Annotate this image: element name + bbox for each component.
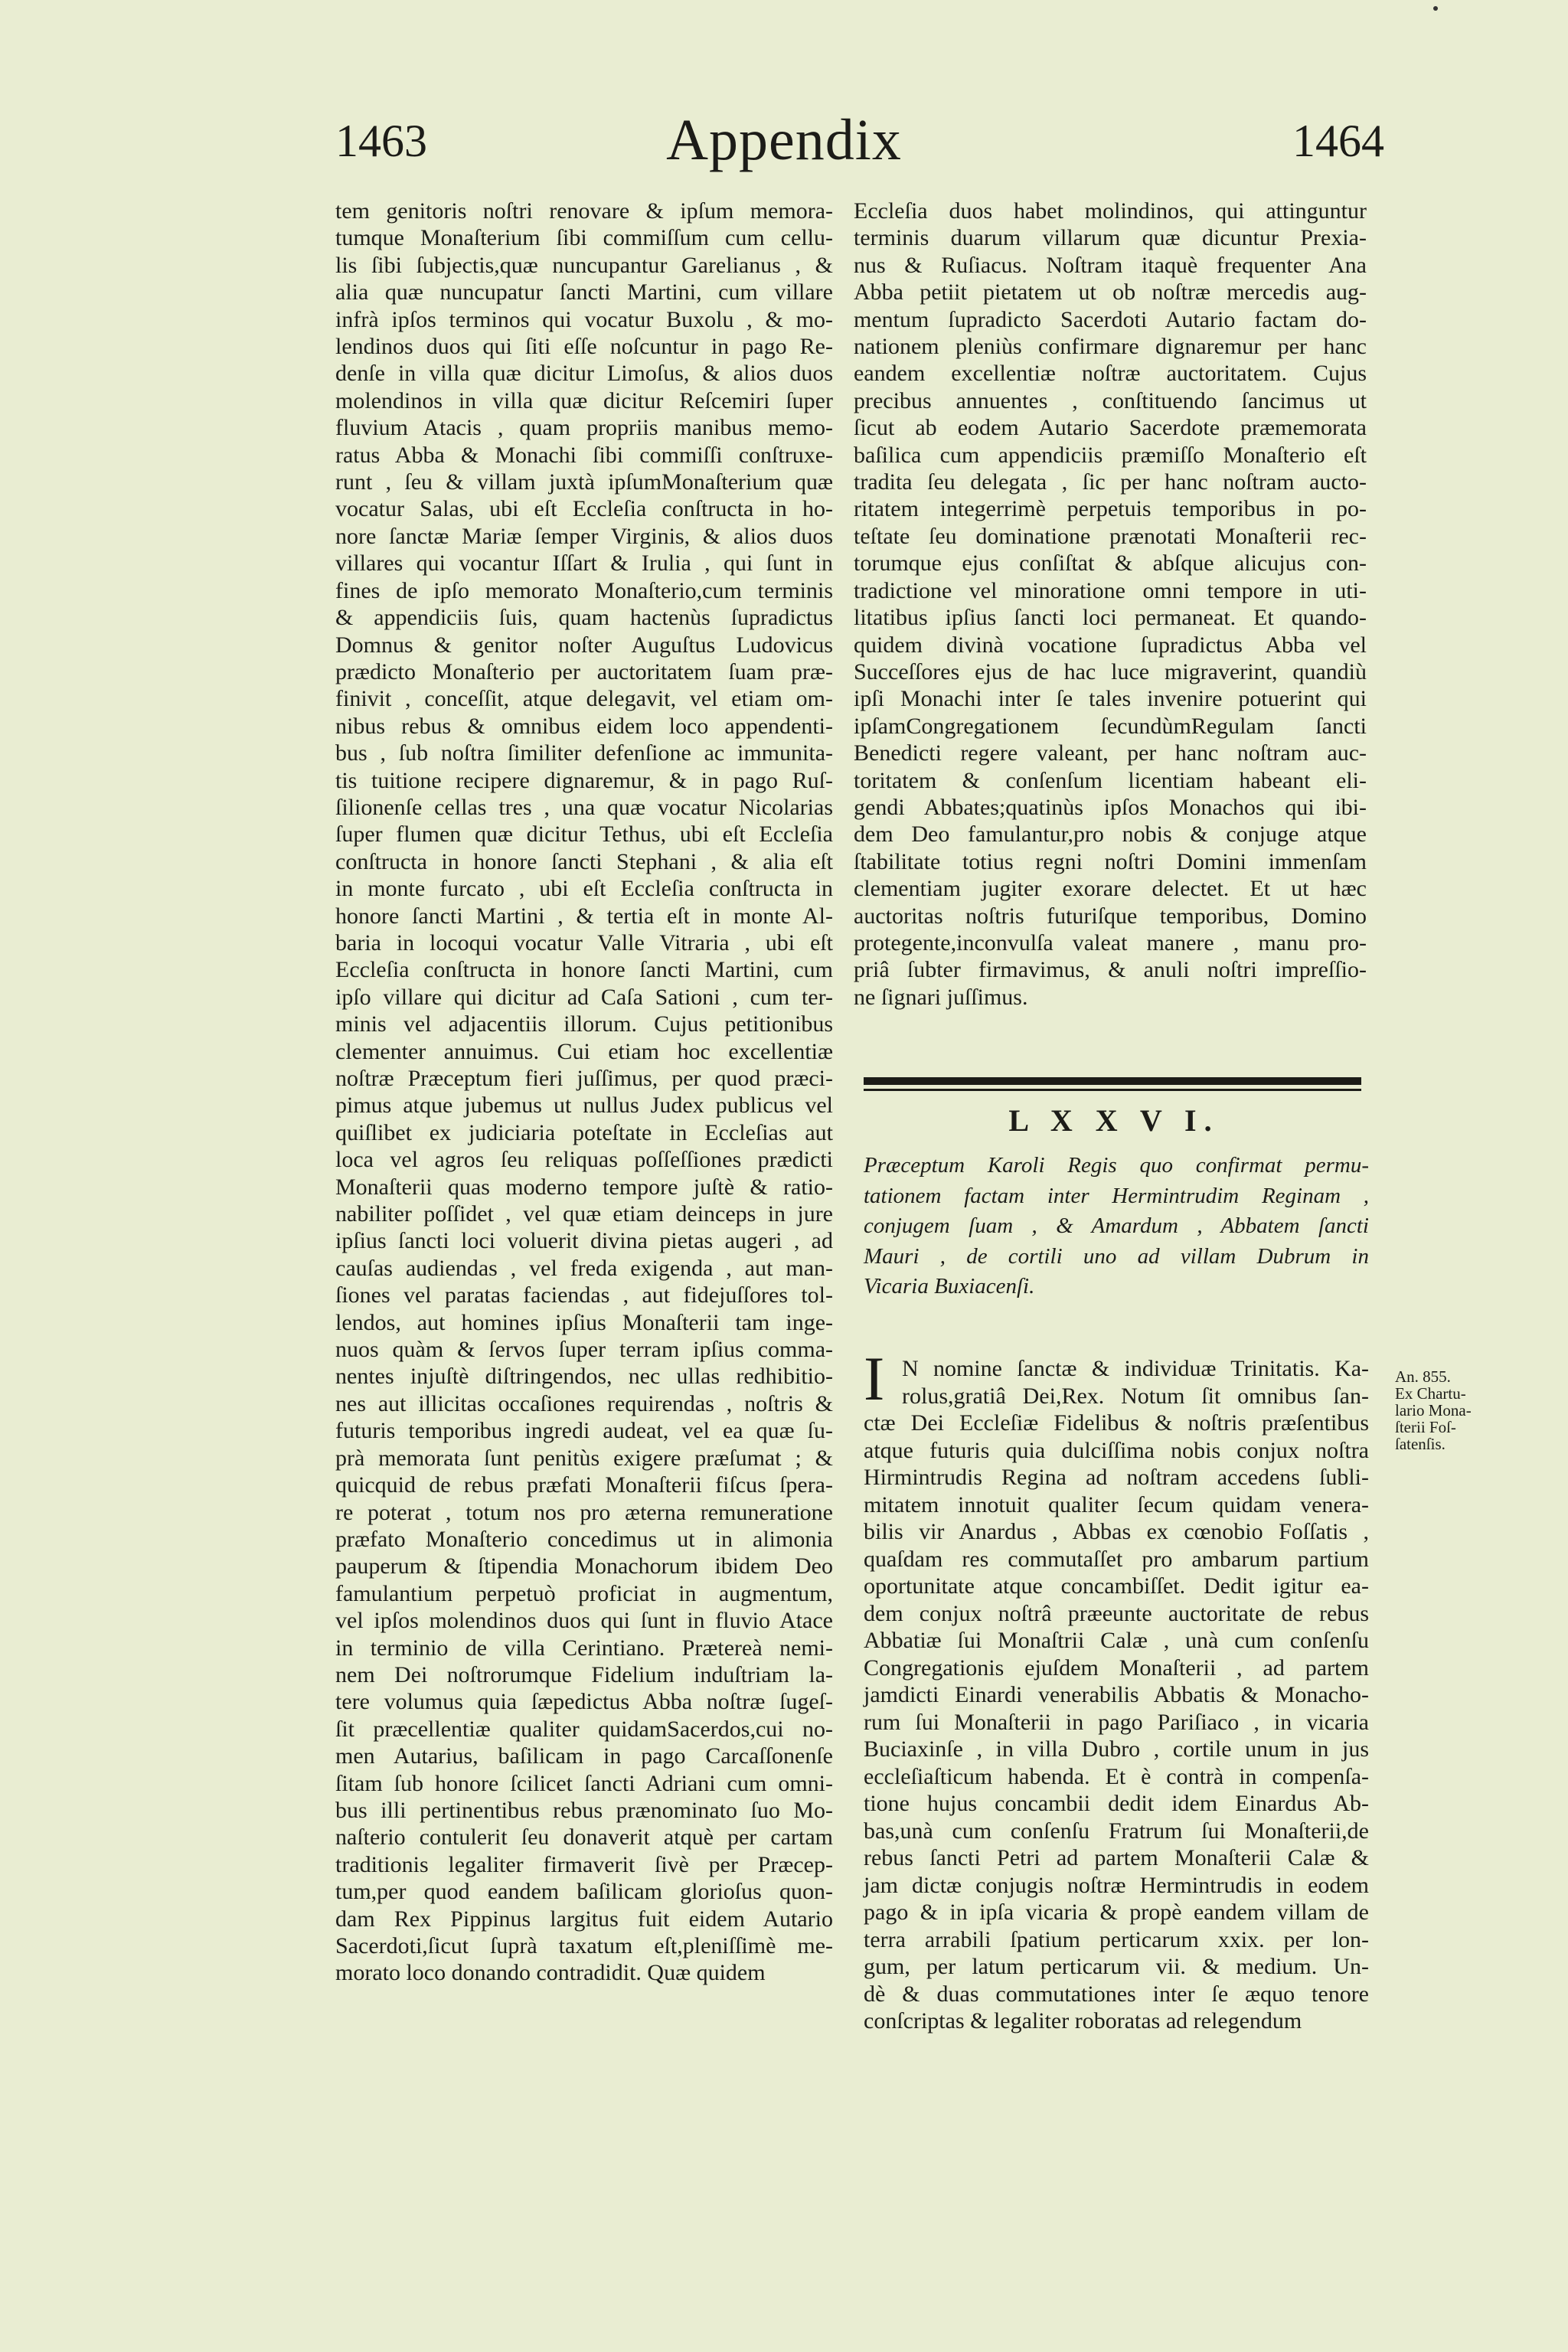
text-line: ſtabilitate totius regni noſtri Domini immenſam bbox=[854, 848, 1367, 874]
text-line: lendos, aut homines ipſius Monaſterii tam inge- bbox=[335, 1309, 833, 1335]
text-line: Abbatiæ ſui Monaſtrii Calæ , unà cum conſenſu bbox=[864, 1628, 1369, 1653]
text-line: mentum ſupradicto Sacerdoti Autario factam do- bbox=[854, 306, 1367, 332]
margin-note-line: An. 855. bbox=[1395, 1367, 1451, 1386]
text-line: nationem pleniùs confirmare dignaremur per hanc bbox=[854, 334, 1367, 360]
text-line: baria in locoqui vocatur Valle Vitraria , ubi eſt bbox=[335, 929, 833, 956]
heading-line: tationem factam inter Hermintrudim Reginam , bbox=[864, 1183, 1369, 1208]
text-line: ipſamCongregationem ſecundùmRegulam ſancti bbox=[854, 713, 1367, 739]
text-line: prædicto Monaſterio per auctoritatem ſuam præ- bbox=[335, 658, 833, 684]
section-rule-thick bbox=[864, 1077, 1361, 1085]
text-line: ipſius ſancti loci voluerit divina pietas augeri , ad bbox=[335, 1228, 833, 1254]
text-line: pimus atque jubemus ut nullus Judex publicus vel bbox=[335, 1093, 833, 1119]
text-line: jamdicti Einardi venerabilis Abbatis & Monacho- bbox=[864, 1682, 1369, 1707]
page-header bbox=[0, 0, 1568, 199]
text-line: ratus Abba & Monachi ſibi commiſſi conſtruxe- bbox=[335, 442, 833, 468]
text-line: dem Deo famulantur,pro nobis & conjuge atque bbox=[854, 822, 1367, 848]
section-numeral: L X X V I. bbox=[1008, 1103, 1220, 1138]
margin-note bbox=[1395, 1368, 1487, 1452]
text-line: famulantium perpetuò proficiat in augmentum, bbox=[335, 1580, 833, 1606]
margin-note-line: Ex Chartu- bbox=[1395, 1384, 1466, 1403]
right-column-top bbox=[854, 198, 1367, 1011]
text-line: auctoritas noſtris futuriſque temporibus, Domino bbox=[854, 903, 1367, 929]
text-line: ſilionenſe cellas tres , una quæ vocatur Nicolarias bbox=[335, 794, 833, 820]
text-line: ipſo villare qui dicitur ad Caſa Sationi , cum ter- bbox=[335, 984, 833, 1010]
text-line: ipſi Monachi inter ſe tales invenire potuerint qui bbox=[854, 686, 1367, 712]
text-line: vel ipſos molendinos duos qui ſunt in fluvio Atace bbox=[335, 1608, 833, 1634]
text-line: baſilica cum appendiciis præmiſſo Monaſterio eſt bbox=[854, 442, 1367, 468]
text-line: bus illi pertinentibus rebus prænominato ſuo Mo- bbox=[335, 1797, 833, 1823]
text-line: tradita ſeu delegata , ſic per hanc noſtram aucto- bbox=[854, 469, 1367, 495]
text-line: conſtructa in honore ſancti Stephani , & alia eſt bbox=[335, 848, 833, 874]
right-column-body bbox=[864, 1355, 1369, 2035]
text-line: protegente,inconvulſa valeat manere , manu pro- bbox=[854, 929, 1367, 956]
text-line: quicquid de rebus præfati Monaſterii fiſcus ſpera- bbox=[335, 1472, 833, 1498]
text-line: tis tuitione recipere dignaremur, & in pago Ruſ- bbox=[335, 767, 833, 793]
text-line: toritatem & conſenſum licentiam habeant eli- bbox=[854, 767, 1367, 793]
text-line: lis ſibi ſubjectis,quæ nuncupantur Garelianus , & bbox=[335, 252, 833, 278]
section-heading bbox=[864, 1151, 1369, 1302]
section-rule-thin bbox=[864, 1089, 1361, 1091]
text-line: traditionis legaliter firmaverit ſivè per Præcep- bbox=[335, 1851, 833, 1877]
text-line: & appendiciis ſuis, quam hactenùs ſupradictus bbox=[335, 605, 833, 631]
text-line: eccleſiaſticum habenda. Et è contrà in compenſa- bbox=[864, 1763, 1369, 1789]
heading-line: Vicaria Buxiacenſi. bbox=[864, 1274, 1035, 1299]
text-line: nibus rebus & omnibus eidem loco appendenti- bbox=[335, 713, 833, 739]
text-line: clementer annuimus. Cui etiam hoc excellentiæ bbox=[335, 1038, 833, 1064]
text-line: prà memorata ſunt penitùs exigere præſumat ; & bbox=[335, 1445, 833, 1471]
text-line: lendinos duos qui ſiti eſſe noſcuntur in pago Re- bbox=[335, 334, 833, 360]
text-line: Monaſterii quas moderno tempore juſtè & ratio- bbox=[335, 1174, 833, 1200]
text-line: Benedicti regere valeant, per hanc noſtram auc- bbox=[854, 740, 1367, 766]
text-line: cauſas audiendas , vel freda exigenda , aut man- bbox=[335, 1255, 833, 1281]
text-line: rebus ſancti Petri ad partem Monaſterii Calæ & bbox=[864, 1845, 1369, 1870]
drop-cap: I bbox=[864, 1344, 885, 1413]
text-line: denſe in villa quæ dicitur Limoſus, & alios duos bbox=[335, 361, 833, 387]
text-line: minis vel adjacentiis illorum. Cujus petitionibus bbox=[335, 1011, 833, 1037]
text-line: honore ſancti Martini , & tertia eſt in monte Al- bbox=[335, 903, 833, 929]
text-line: Sacerdoti,ſicut ſuprà taxatum eſt,pleniſſimè me- bbox=[335, 1933, 833, 1958]
text-line: pago & in ipſa vicaria & propè eandem villam de bbox=[864, 1900, 1369, 1925]
text-line: rolus,gratiâ Dei,Rex. Notum ſit omnibus ſan- bbox=[902, 1383, 1369, 1409]
text-line: tumque Monaſterium ſibi commiſſum cum cellu- bbox=[335, 225, 833, 251]
text-line: nabiliter poſſidet , vel quæ etiam deinceps in jure bbox=[335, 1201, 833, 1227]
page-number-right: 1464 bbox=[1292, 116, 1384, 166]
text-line: mitatem innotuit qualiter ſecum quidam venera- bbox=[864, 1491, 1369, 1517]
text-line: finivit , conceſſit, atque delegavit, vel etiam om- bbox=[335, 686, 833, 712]
heading-line: Mauri , de cortili uno ad villam Dubrum in bbox=[864, 1243, 1369, 1269]
text-line: teſtate ſeu dominatione prænotati Monaſterii rec- bbox=[854, 523, 1367, 549]
text-line: alia quæ nuncupatur ſancti Martini, cum villare bbox=[335, 279, 833, 305]
text-line: quiſlibet ex judiciaria poteſtate in Eccleſias aut bbox=[335, 1119, 833, 1145]
text-line: ſiones vel paratas faciendas , aut fidejuſſores tol- bbox=[335, 1282, 833, 1308]
text-line: Domnus & genitor noſter Auguſtus Ludovicus bbox=[335, 632, 833, 658]
margin-note-line: lario Mona- bbox=[1395, 1401, 1472, 1419]
text-line: N nomine ſanctæ & individuæ Trinitatis. Ka- bbox=[902, 1356, 1369, 1381]
text-line: nem Dei noſtrorumque Fidelium induſtriam la- bbox=[335, 1661, 833, 1687]
text-line: clementiam jugiter exorare delectet. Et ut hæc bbox=[854, 876, 1367, 902]
text-line: villares qui vocantur Iſſart & Irulia , qui ſunt in bbox=[335, 550, 833, 577]
text-line: vocatur Salas, ubi eſt Eccleſia conſtructa in ho- bbox=[335, 496, 833, 522]
text-line: loca vel agros ſeu reliquas poſſeſſiones prædicti bbox=[335, 1147, 833, 1173]
text-line: infrà ipſos terminos qui vocatur Buxolu , & mo- bbox=[335, 306, 833, 332]
text-line: gum, per latum perticarum vii. & medium. Un- bbox=[864, 1954, 1369, 1979]
text-line: re poterat , totum nos pro æterna remuneratione bbox=[335, 1499, 833, 1525]
text-line: fines de ipſo memorato Monaſterio,cum terminis bbox=[335, 577, 833, 603]
text-line: Buciaxinſe , in villa Dubro , cortile unum in jus bbox=[864, 1736, 1369, 1762]
text-line: atque futuris quia dulciſſima nobis conjux noſtra bbox=[864, 1437, 1369, 1463]
text-line: dam Rex Pippinus largitus fuit eidem Autario bbox=[335, 1906, 833, 1932]
text-line: ſitam ſub honore ſcilicet ſancti Adriani cum omni- bbox=[335, 1770, 833, 1796]
text-line: ſicut ab eodem Autario Sacerdote præmemorata bbox=[854, 415, 1367, 441]
text-line: noſtræ Præceptum fieri juſſimus, per quod præci- bbox=[335, 1066, 833, 1091]
text-line: Succeſſores ejus de hac luce migraverint, quandiù bbox=[854, 658, 1367, 684]
text-line: in monte furcato , ubi eſt Eccleſia conſtructa in bbox=[335, 876, 833, 902]
text-line: naſterio contulerit ſeu donaverit atquè per cartam bbox=[335, 1824, 833, 1851]
text-line: tradictione vel minoratione omni tempore in uti- bbox=[854, 577, 1367, 603]
text-line: ſit præcellentiæ qualiter quidamSacerdos,cui no- bbox=[335, 1716, 833, 1742]
text-line: gendi Abbates;quatinùs ipſos Monachos qui ibi- bbox=[854, 794, 1367, 820]
text-line: tere volumus quia ſæpedictus Abba noſtræ ſugeſ- bbox=[335, 1689, 833, 1715]
text-line: molendinos in villa quæ dicitur Reſcemiri ſuper bbox=[335, 387, 833, 413]
text-line: litatibus ipſius ſancti loci permaneat. Et quando- bbox=[854, 605, 1367, 631]
text-line: Congregationis ejuſdem Monaſterii , ad partem bbox=[864, 1655, 1369, 1681]
text-line: priâ ſubter firmavimus, & anuli noſtri impreſſio- bbox=[854, 957, 1367, 983]
text-line: conſcriptas & legaliter roboratas ad relegendum bbox=[864, 2008, 1302, 2034]
text-line: terra arrabili ſpatium perticarum xxix. per lon- bbox=[864, 1926, 1369, 1952]
text-line: eandem excellentiæ noſtræ auctoritatem. Cujus bbox=[854, 361, 1367, 387]
text-line: ritatem integerrimè perpetuis temporibus in po- bbox=[854, 496, 1367, 522]
text-line: futuris temporibus ingredi audeat, vel ea quæ ſu- bbox=[335, 1418, 833, 1444]
page-number-left: 1463 bbox=[335, 116, 427, 166]
text-line: quidem divinà vocatione ſupradictus Abba vel bbox=[854, 632, 1367, 658]
text-line: Eccleſia conſtructa in honore ſancti Martini, cum bbox=[335, 957, 833, 983]
text-line: runt , ſeu & villam juxtà ipſumMonaſterium quæ bbox=[335, 469, 833, 495]
text-line: ctæ Dei Eccleſiæ Fidelibus & noſtris præſentibus bbox=[864, 1410, 1369, 1436]
text-line: bilis vir Anardus , Abbas ex cœnobio Foſſatis , bbox=[864, 1519, 1369, 1544]
text-line: bas,unà cum conſenſu Fratrum ſui Monaſterii,de bbox=[864, 1818, 1369, 1844]
text-line: fluvium Atacis , quam propriis manibus memo- bbox=[335, 415, 833, 441]
running-title: Appendix bbox=[666, 108, 902, 172]
text-line: bus , ſub noſtra ſimiliter defenſione ac immunita- bbox=[335, 740, 833, 766]
text-line: tem genitoris noſtri renovare & ipſum memora- bbox=[335, 198, 833, 224]
margin-note-line: ſatenſis. bbox=[1395, 1435, 1446, 1453]
text-line: jam dictæ conjugis noſtræ Hermintrudis in eodem bbox=[864, 1872, 1369, 1898]
text-line: Eccleſia duos habet molindinos, qui attinguntur bbox=[854, 198, 1367, 224]
heading-line: conjugem ſuam , & Amardum , Abbatem ſancti bbox=[864, 1214, 1369, 1239]
text-line: torumque ejus conſiſtat & abſque alicujus con- bbox=[854, 550, 1367, 577]
text-line: nuos quàm & ſervos ſuper terram ipſius comma- bbox=[335, 1337, 833, 1363]
text-line: Abba petiit pietatem ut ob noſtræ mercedis aug- bbox=[854, 279, 1367, 305]
text-line: terminis duarum villarum quæ dicuntur Prexia- bbox=[854, 225, 1367, 251]
left-column bbox=[335, 198, 833, 1987]
text-line: præfato Monaſterio concedimus ut in alimonia bbox=[335, 1526, 833, 1552]
text-line: nore ſanctæ Mariæ ſemper Virginis, & alios duos bbox=[335, 523, 833, 549]
text-line: nentes injuſtè diſtringendos, nec ullas redhibitio- bbox=[335, 1364, 833, 1390]
text-line: dem conjux noſtrâ præeunte auctoritate de rebus bbox=[864, 1600, 1369, 1626]
text-line: in terminio de villa Cerintiano. Prætereà nemi- bbox=[335, 1635, 833, 1661]
text-line: tione hujus concambii dedit idem Einardus Ab- bbox=[864, 1791, 1369, 1816]
text-line: quaſdam res commutaſſet pro ambarum partium bbox=[864, 1546, 1369, 1572]
text-line: pauperum & ſtipendia Monachorum ibidem Deo bbox=[335, 1553, 833, 1579]
text-line: men Autarius, baſilicam in pago Carcaſſonenſe bbox=[335, 1743, 833, 1769]
text-line: dè & duas commutationes inter ſe æquo tenore bbox=[864, 1981, 1369, 2007]
text-line: nus & Ruſiacus. Noſtram itaquè frequenter Ana bbox=[854, 252, 1367, 278]
text-line: nes aut illicitas occaſiones requirendas , noſtris & bbox=[335, 1390, 833, 1416]
text-line: rum ſui Monaſterii in pago Pariſiaco , in vicaria bbox=[864, 1709, 1369, 1735]
text-line: ne ſignari juſſimus. bbox=[854, 984, 1028, 1010]
text-line: Hirmintrudis Regina ad noſtram accedens ſubli- bbox=[864, 1465, 1369, 1490]
text-line: precibus annuentes , conſtituendo ſancimus ut bbox=[854, 387, 1367, 413]
text-line: oportunitate atque concambiſſet. Dedit igitur ea- bbox=[864, 1573, 1369, 1599]
text-line: morato loco donando contradidit. Quæ quidem bbox=[335, 1960, 766, 1986]
heading-line: Præceptum Karoli Regis quo confirmat permu- bbox=[864, 1153, 1369, 1178]
text-line: ſuper flumen quæ dicitur Tethus, ubi eſt Eccleſia bbox=[335, 822, 833, 848]
margin-note-line: ſterii Foſ- bbox=[1395, 1418, 1456, 1436]
text-line: tum,per quod eandem baſilicam glorioſus quon- bbox=[335, 1879, 833, 1905]
